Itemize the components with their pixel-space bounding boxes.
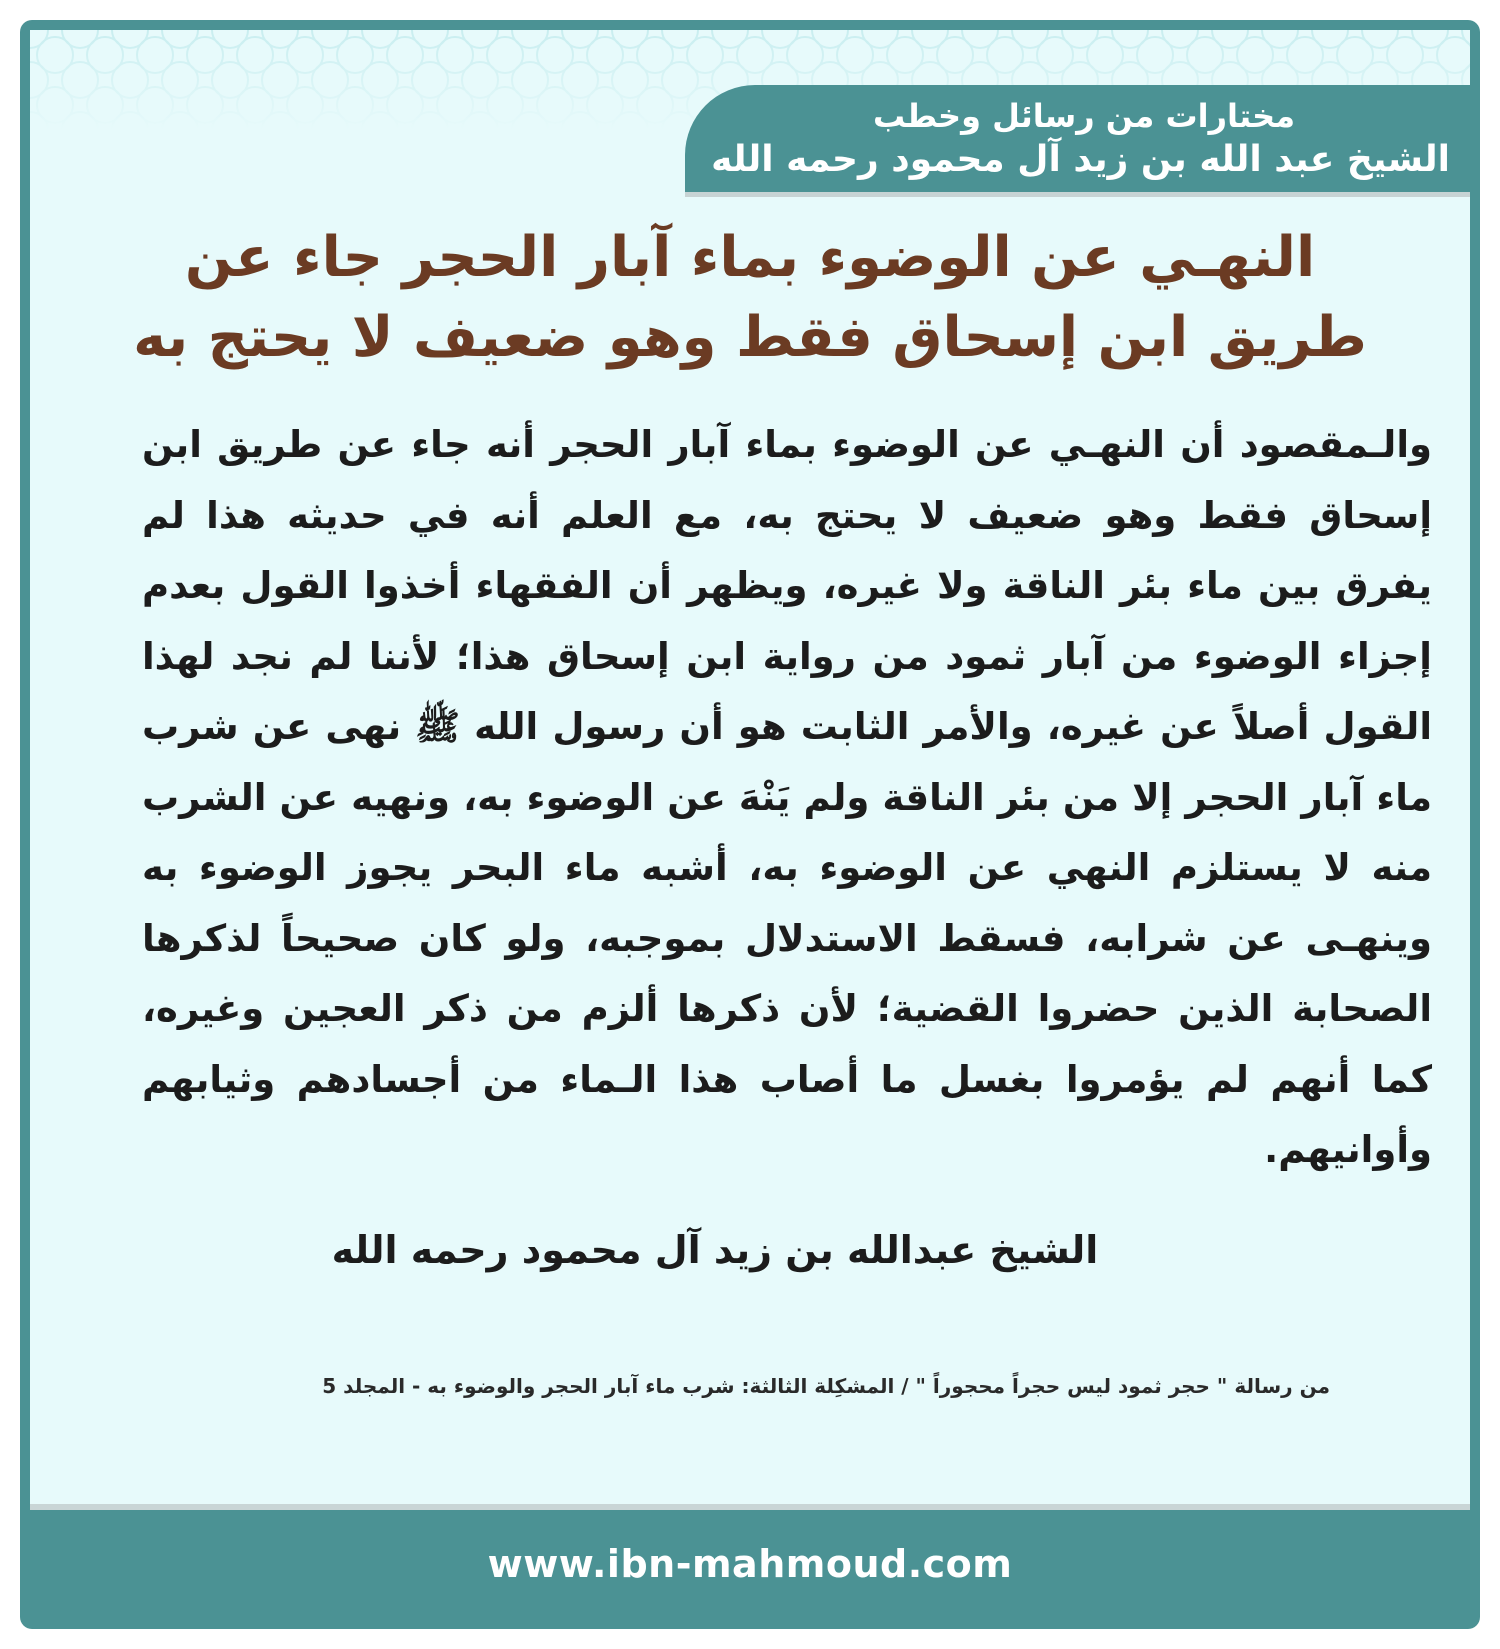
salawat-honorific: ﷺ [415,705,460,748]
article-body [142,410,1432,1186]
source-reference: من رسالة " حجر ثمود ليس حجراً محجوراً " / المشكِلة الثالثة: شرب ماء آبار الحجر والوضوء به - المجلد 5 [322,1374,1330,1398]
header-series-title: مختارات من رسائل وخطب [872,97,1295,135]
body-part-2: نهى عن شرب ماء آبار الحجر إلا من بئر الناقة ولم يَنْهَ عن الوضوء به، ونهيه عن الشرب منه لا يستلزم النهي عن الوضوء به، أشبه ماء البحر يجوز الوضوء به وينهـى عن شرابه، فسقط الاستدلال بموجبه، ولو كان صحيحاً لذكرها الصحابة الذين حضروا القضية؛ لأن ذكرها ألزم من ذكر العجين وغيره، كما أنهم لم يؤمروا بغسل ما أصاب هذا الـماء من أجسادهم وثيابهم وأوانيهم. [142,705,1432,1171]
content-panel [30,30,1470,1510]
panel-divider [30,1504,1470,1510]
title-line-1: النهـي عن الوضوء بماء آبار الحجر جاء عن [184,225,1316,290]
header-author: الشيخ عبد الله بن زيد آل محمود رحمه الله [711,139,1450,180]
title-line-2: طريق ابن إسحاق فقط وهو ضعيف لا يحتج به [133,305,1367,370]
author-signature: الشيخ عبدالله بن زيد آل محمود رحمه الله [331,1228,1099,1272]
body-part-1: والـمقصود أن النهـي عن الوضوء بماء آبار الحجر أنه جاء عن طريق ابن إسحاق فقط وهو ضعيف لا يحتج به، مع العلم أنه في حديثه هذا لم يفرق بين ماء بئر الناقة ولا غيره، ويظهر أن الفقهاء أخذوا القول بعدم إجزاء الوضوء من آبار ثمود من رواية ابن إسحاق هذا؛ لأننا لم نجد لهذا القول أصلاً عن غيره، والأمر الثابت هو أن رسول الله [142,423,1433,748]
article-title [120,218,1380,378]
website-link[interactable]: www.ibn-mahmoud.com [487,1542,1013,1586]
page-frame [20,20,1480,1629]
header-banner [685,85,1470,197]
